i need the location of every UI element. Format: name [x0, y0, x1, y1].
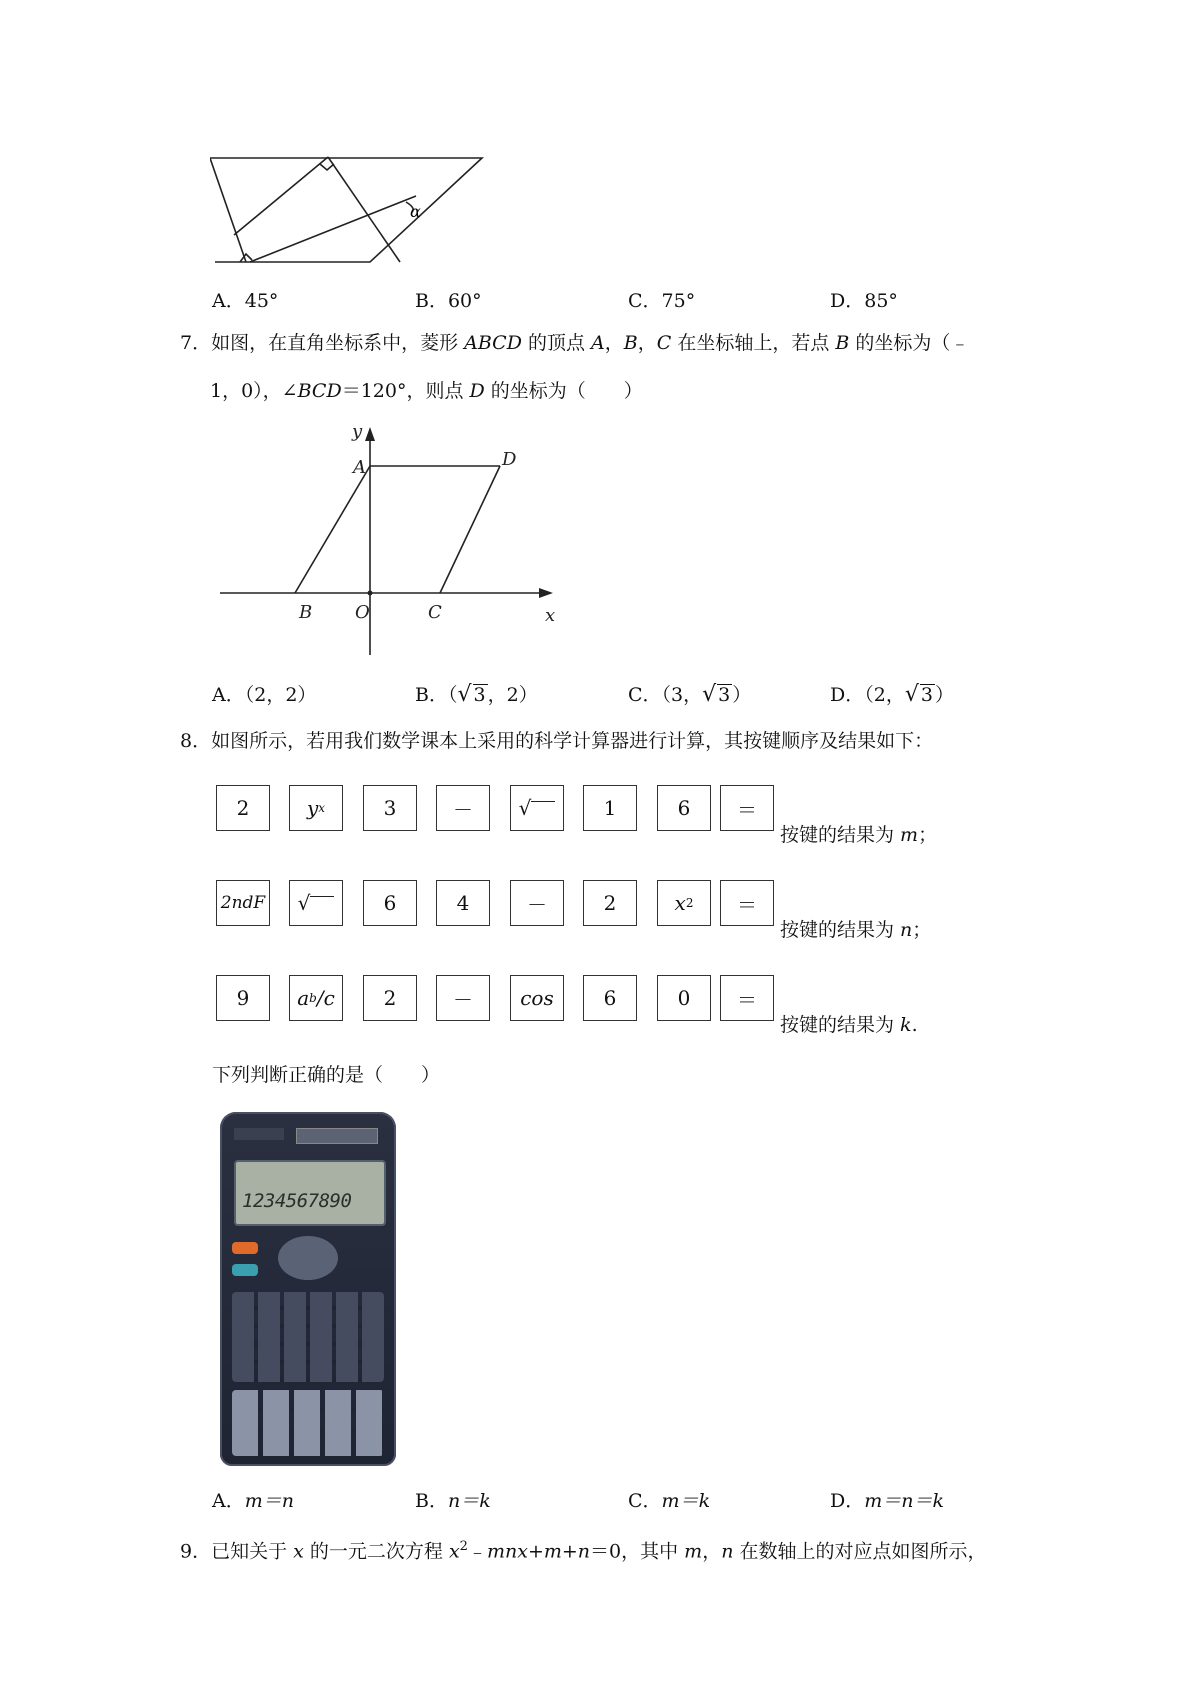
key-fraction [289, 975, 343, 1021]
option-text: n＝k [447, 1490, 491, 1512]
option-text: （ [447, 684, 458, 706]
option-letter: D． [830, 1490, 865, 1512]
q8-option-d[interactable] [830, 1486, 944, 1513]
q7-coordinate-figure [215, 425, 565, 665]
option-letter: C． [628, 1490, 662, 1512]
key-label: 6 [383, 891, 397, 915]
result-text: 按键的结果为 [780, 919, 901, 941]
option-letter: A． [212, 684, 245, 706]
stem-text: 的坐标为（ ） [484, 380, 643, 402]
q7-option-c[interactable] [628, 680, 751, 707]
key-sqrt [510, 785, 564, 831]
key-fraction-denominator: /c [316, 986, 335, 1010]
stem-text: 的坐标为（﹣ [849, 332, 970, 354]
key-label: 2 [236, 796, 250, 820]
key-1 [583, 785, 637, 831]
option-letter: D． [830, 290, 865, 312]
q7-option-b[interactable] [415, 680, 538, 707]
question-number: 8． [180, 730, 212, 752]
number-key-grid [232, 1390, 384, 1456]
stem-var: B [835, 332, 850, 354]
key-2 [216, 785, 270, 831]
nav-pad [278, 1236, 338, 1280]
solar-panel [296, 1128, 378, 1144]
key-label: x [674, 891, 686, 915]
key-power [289, 785, 343, 831]
key-6 [583, 975, 637, 1021]
stem-text: 在数轴上的对应点如图所示， [733, 1540, 987, 1563]
key-minus [436, 785, 490, 831]
key-sqrt [289, 880, 343, 926]
option-text: ，2） [487, 684, 538, 706]
key-label: 3 [383, 796, 397, 820]
q7-option-d[interactable] [830, 680, 954, 707]
result-end: ； [912, 919, 932, 941]
stem-text: ﹣ [467, 1540, 487, 1563]
stem-text: ， [637, 332, 657, 354]
y-axis-label: y [352, 425, 363, 442]
point-d-label: D [502, 449, 517, 470]
sqrt-icon: √ [297, 891, 311, 915]
stem-var: D [469, 380, 485, 402]
stem-text: ＝120°，则点 [341, 380, 470, 402]
option-letter: B． [415, 290, 448, 312]
key-label: － [453, 797, 473, 822]
stem-var: x [293, 1540, 304, 1563]
key-label: 6 [603, 986, 617, 1010]
q6-option-a[interactable] [212, 286, 278, 313]
key-6 [363, 880, 417, 926]
key-label: a [297, 986, 310, 1010]
option-text: 60° [447, 290, 482, 312]
stem-text: 1，0），∠ [210, 380, 298, 402]
alpha-label: α [410, 202, 421, 221]
stem-var: C [656, 332, 672, 354]
stem-text: 如图，在直角坐标系中，菱形 [211, 332, 465, 354]
result-text: 按键的结果为 [780, 1014, 901, 1036]
option-text: m＝n [244, 1490, 294, 1512]
q7-stem-line1 [180, 330, 969, 356]
key-equals [720, 880, 774, 926]
result-var: n [900, 919, 913, 941]
question-number: 9． [180, 1540, 212, 1563]
q8-stem [180, 728, 933, 754]
radicand: 3 [718, 684, 731, 706]
key-label: ＝ [737, 892, 757, 917]
q8-option-b[interactable] [415, 1486, 491, 1513]
stem-text: 在坐标轴上，若点 [671, 332, 836, 354]
row2-result [780, 915, 931, 942]
option-text: （3， [661, 684, 703, 706]
radical-bar [310, 896, 334, 897]
stem-text: 如图所示，若用我们数学课本上采用的科学计算器进行计算，其按键顺序及结果如下： [211, 730, 934, 752]
option-text: m＝k [661, 1490, 711, 1512]
key-label: 6 [677, 796, 691, 820]
stem-var: BCD [297, 380, 342, 402]
q6-figure [210, 150, 490, 270]
option-text: 85° [864, 290, 898, 312]
point-c-label: C [428, 602, 442, 623]
x-axis-label: x [545, 605, 556, 626]
option-text: ） [732, 684, 752, 706]
key-3 [363, 785, 417, 831]
key-6 [657, 785, 711, 831]
q8-question: 下列判断正确的是（ ） [212, 1064, 441, 1086]
result-var: m [900, 824, 919, 846]
stem-text: 的一元二次方程 [303, 1540, 449, 1563]
key-cos [510, 975, 564, 1021]
option-text: 75° [661, 290, 696, 312]
key-2 [363, 975, 417, 1021]
option-text: m＝n＝k [864, 1490, 945, 1512]
key-superscript: 2 [685, 896, 694, 910]
row1-result [780, 820, 937, 847]
key-label: y [306, 796, 319, 820]
question-number: 7． [180, 332, 212, 354]
option-letter: C． [628, 290, 662, 312]
exponent: 2 [459, 1539, 468, 1554]
stem-var: x [448, 1540, 460, 1563]
sqrt-icon: √ [904, 682, 919, 707]
stem-expression: mnx+m+n [486, 1540, 591, 1563]
q8-option-a[interactable] [212, 1486, 294, 1513]
q6-option-b[interactable] [415, 286, 482, 313]
calculator-illustration [220, 1112, 396, 1466]
key-minus [436, 975, 490, 1021]
q7-stem-line2 [210, 378, 643, 404]
radicand: 3 [920, 684, 933, 706]
q6-option-c[interactable] [628, 286, 695, 313]
option-letter: C． [628, 684, 662, 706]
teal-key [232, 1264, 258, 1276]
sqrt-icon: √ [457, 682, 472, 707]
q8-option-c[interactable] [628, 1486, 710, 1513]
key-square [657, 880, 711, 926]
radical-bar [531, 801, 555, 802]
key-minus [510, 880, 564, 926]
key-label: 1 [603, 796, 617, 820]
sqrt-icon: √ [518, 796, 532, 820]
option-text: ） [934, 684, 954, 706]
function-key-grid [232, 1292, 384, 1382]
key-label: 2 [603, 891, 617, 915]
stem-var: B [623, 332, 638, 354]
option-letter: A． [212, 1490, 245, 1512]
origin-label: O [355, 602, 370, 623]
key-label: cos [520, 986, 554, 1010]
key-2ndf [216, 880, 270, 926]
option-letter: B． [415, 1490, 448, 1512]
stem-var: ABCD [464, 332, 522, 354]
key-equals [720, 785, 774, 831]
key-label: － [453, 987, 473, 1012]
result-text: 按键的结果为 [780, 824, 901, 846]
q9-stem [180, 1534, 987, 1564]
option-letter: D． [830, 684, 865, 706]
stem-text: ， [702, 1540, 722, 1563]
option-text: 45° [244, 290, 279, 312]
orange-key [232, 1242, 258, 1254]
display-digits: 1234567890 [242, 1190, 352, 1212]
key-2 [583, 880, 637, 926]
key-superscript: x [318, 801, 326, 815]
stem-text: 已知关于 [211, 1540, 294, 1563]
key-4 [436, 880, 490, 926]
key-equals [720, 975, 774, 1021]
stem-text: 的顶点 [521, 332, 592, 354]
key-label: ＝ [737, 987, 757, 1012]
brand-strip [234, 1128, 284, 1140]
stem-var: n [721, 1540, 734, 1563]
key-label: 9 [236, 986, 250, 1010]
key-label: 4 [456, 891, 470, 915]
key-superscript: b [309, 991, 317, 1005]
stem-var: A [591, 332, 605, 354]
q6-option-d[interactable] [830, 286, 898, 313]
stem-text: ＝0，其中 [590, 1540, 685, 1563]
q7-option-a[interactable] [212, 680, 316, 707]
key-9 [216, 975, 270, 1021]
key-label: ＝ [737, 797, 757, 822]
key-label: 2 [383, 986, 397, 1010]
point-b-label: B [299, 602, 313, 623]
stem-var: m [684, 1540, 703, 1563]
key-label: 2ndF [220, 893, 266, 913]
option-text: （2， [864, 684, 905, 706]
result-end: . [911, 1014, 918, 1036]
key-label: － [527, 892, 547, 917]
result-var: k [900, 1014, 912, 1036]
key-label: 0 [677, 986, 691, 1010]
option-letter: A． [212, 290, 245, 312]
stem-text: ， [604, 332, 624, 354]
option-text: （2，2） [244, 684, 317, 706]
key-0 [657, 975, 711, 1021]
row3-result [780, 1010, 918, 1037]
sqrt-icon: √ [702, 682, 717, 707]
option-letter: B． [415, 684, 448, 706]
result-end: ； [918, 824, 938, 846]
radicand: 3 [473, 684, 486, 706]
point-a-label: A [353, 457, 366, 478]
